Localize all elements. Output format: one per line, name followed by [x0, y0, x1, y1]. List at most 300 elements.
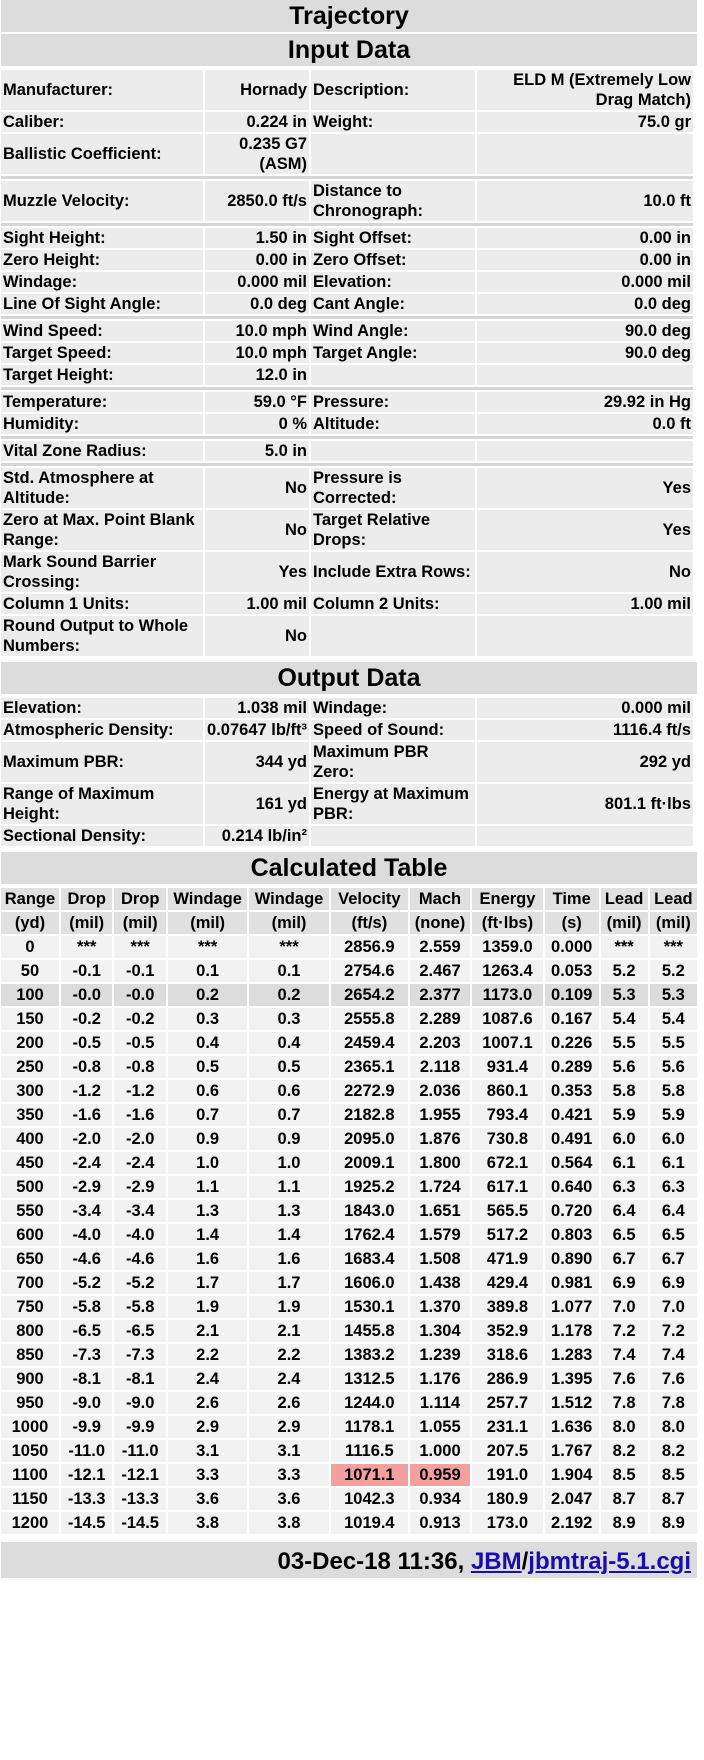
table-cell: 1843.0 — [331, 1200, 408, 1222]
table-cell: 0.109 — [545, 984, 599, 1006]
table-cell: 0.353 — [545, 1080, 599, 1102]
table-cell: 8.2 — [601, 1440, 648, 1462]
table-cell: 7.8 — [650, 1392, 697, 1414]
table-row — [1, 1488, 697, 1510]
table-cell: 1263.4 — [472, 960, 543, 982]
column-header: Windage — [168, 888, 247, 910]
table-row — [1, 1392, 697, 1414]
column-header: Time — [545, 888, 599, 910]
field-label: Wind Speed: — [1, 321, 203, 341]
table-cell: 1312.5 — [331, 1368, 408, 1390]
table-cell: 0.053 — [545, 960, 599, 982]
table-cell: -12.1 — [114, 1464, 166, 1486]
field-label: Zero Height: — [1, 250, 203, 270]
table-cell: -0.1 — [114, 960, 166, 982]
table-cell: 300 — [1, 1080, 59, 1102]
field-label: Range of Maximum Height: — [1, 784, 203, 824]
table-cell: 0.000 — [545, 936, 599, 958]
table-cell: 173.0 — [472, 1512, 543, 1534]
table-cell: 6.5 — [650, 1224, 697, 1246]
table-row — [1, 1008, 697, 1030]
table-cell: 2.467 — [410, 960, 470, 982]
field-label — [311, 441, 475, 461]
table-cell: 0.890 — [545, 1248, 599, 1270]
table-cell: 1.4 — [249, 1224, 328, 1246]
table-cell: -6.5 — [61, 1320, 113, 1342]
table-cell: 1178.1 — [331, 1416, 408, 1438]
table-cell: 400 — [1, 1128, 59, 1150]
field-label: Vital Zone Radius: — [1, 441, 203, 461]
table-cell: 5.2 — [601, 960, 648, 982]
table-cell: 1.579 — [410, 1224, 470, 1246]
table-cell: 2459.4 — [331, 1032, 408, 1054]
table-cell: 1455.8 — [331, 1320, 408, 1342]
table-row — [1, 1224, 697, 1246]
input-row — [1, 392, 693, 412]
input-row — [1, 698, 693, 718]
table-cell: 1.0 — [168, 1152, 247, 1174]
table-cell: 2555.8 — [331, 1008, 408, 1030]
table-cell: 1.395 — [545, 1368, 599, 1390]
table-cell: 2.192 — [545, 1512, 599, 1534]
column-header: Lead — [601, 888, 648, 910]
table-cell: 0.7 — [168, 1104, 247, 1126]
table-cell: 0.9 — [168, 1128, 247, 1150]
group-separator — [1, 223, 693, 226]
table-cell: 1042.3 — [331, 1488, 408, 1510]
table-cell: -3.4 — [61, 1200, 113, 1222]
table-cell: 2654.2 — [331, 984, 408, 1006]
table-row — [1, 1464, 697, 1486]
field-label: Zero at Max. Point Blank Range: — [1, 510, 203, 550]
field-value: 0.0 ft — [477, 414, 693, 434]
table-cell: -0.0 — [114, 984, 166, 1006]
field-label — [311, 365, 475, 385]
table-cell: 2.2 — [249, 1344, 328, 1366]
input-row — [1, 552, 693, 592]
table-cell: 1.283 — [545, 1344, 599, 1366]
table-cell: 2.289 — [410, 1008, 470, 1030]
table-cell: -1.2 — [61, 1080, 113, 1102]
table-cell: 2095.0 — [331, 1128, 408, 1150]
field-label: Include Extra Rows: — [311, 552, 475, 592]
table-cell: -0.2 — [61, 1008, 113, 1030]
table-cell: 3.8 — [249, 1512, 328, 1534]
field-value — [477, 441, 693, 461]
table-cell: 8.7 — [650, 1488, 697, 1510]
table-cell: 3.6 — [249, 1488, 328, 1510]
table-cell: -13.3 — [61, 1488, 113, 1510]
group-separator — [1, 316, 693, 319]
table-cell: -0.0 — [61, 984, 113, 1006]
field-value: No — [477, 552, 693, 592]
field-value: 0.0 deg — [205, 294, 309, 314]
field-label: Description: — [311, 70, 475, 110]
table-cell: 191.0 — [472, 1464, 543, 1486]
jbm-link[interactable]: JBM — [470, 1548, 522, 1575]
field-label: Maximum PBR: — [1, 742, 203, 782]
input-row — [1, 272, 693, 292]
field-label — [311, 826, 475, 846]
table-cell: 1.077 — [545, 1296, 599, 1318]
field-value: 0.224 in — [205, 112, 309, 132]
field-label: Mark Sound Barrier Crossing: — [1, 552, 203, 592]
table-cell: 800 — [1, 1320, 59, 1342]
table-cell: 1050 — [1, 1440, 59, 1462]
field-label: Pressure is Corrected: — [311, 468, 475, 508]
table-cell: -7.3 — [114, 1344, 166, 1366]
column-unit: (mil) — [61, 912, 113, 934]
field-value: Yes — [205, 552, 309, 592]
table-cell: 0.564 — [545, 1152, 599, 1174]
table-cell: 286.9 — [472, 1368, 543, 1390]
field-value: 0.214 lb/in² — [205, 826, 309, 846]
table-cell: -0.8 — [114, 1056, 166, 1078]
input-row — [1, 414, 693, 434]
table-cell: 2365.1 — [331, 1056, 408, 1078]
table-cell: 450 — [1, 1152, 59, 1174]
table-cell: 6.9 — [650, 1272, 697, 1294]
table-cell: 0 — [1, 936, 59, 958]
table-cell: 1.955 — [410, 1104, 470, 1126]
input-row — [1, 441, 693, 461]
table-cell: 8.2 — [650, 1440, 697, 1462]
table-cell: 1.800 — [410, 1152, 470, 1174]
table-cell: 6.0 — [650, 1128, 697, 1150]
table-cell: 231.1 — [472, 1416, 543, 1438]
footer — [1, 1542, 697, 1578]
input-row — [1, 616, 693, 656]
table-cell: 2.6 — [249, 1392, 328, 1414]
table-cell: 1.114 — [410, 1392, 470, 1414]
field-value: 10.0 mph — [205, 343, 309, 363]
input-row — [1, 468, 693, 508]
jbmtraj-link[interactable]: jbmtraj-5.1.cgi — [528, 1548, 691, 1575]
table-cell: 2.036 — [410, 1080, 470, 1102]
table-cell: *** — [650, 936, 697, 958]
column-header: Range — [1, 888, 59, 910]
table-cell: -3.4 — [114, 1200, 166, 1222]
table-cell: 517.2 — [472, 1224, 543, 1246]
table-cell: 6.3 — [650, 1176, 697, 1198]
input-data-table — [0, 68, 695, 658]
table-cell: -4.6 — [61, 1248, 113, 1270]
table-cell: 429.4 — [472, 1272, 543, 1294]
table-cell: 0.2 — [168, 984, 247, 1006]
table-cell: 1.1 — [249, 1176, 328, 1198]
table-cell: -4.6 — [114, 1248, 166, 1270]
table-cell: 2.9 — [249, 1416, 328, 1438]
table-row — [1, 1128, 697, 1150]
field-label: Sight Offset: — [311, 228, 475, 248]
table-cell: 8.0 — [650, 1416, 697, 1438]
table-cell: 3.6 — [168, 1488, 247, 1510]
table-cell: 2.047 — [545, 1488, 599, 1510]
field-value: 2850.0 ft/s — [205, 181, 309, 221]
field-value: 29.92 in Hg — [477, 392, 693, 412]
field-value: 10.0 mph — [205, 321, 309, 341]
group-separator — [1, 436, 693, 439]
table-row — [1, 1368, 697, 1390]
table-cell: 471.9 — [472, 1248, 543, 1270]
table-cell: 50 — [1, 960, 59, 982]
field-value: 12.0 in — [205, 365, 309, 385]
table-row — [1, 1512, 697, 1534]
column-units — [1, 912, 697, 934]
table-cell: 2.4 — [168, 1368, 247, 1390]
field-label: Windage: — [311, 698, 475, 718]
separator-line — [1, 316, 693, 319]
table-cell: 5.4 — [601, 1008, 648, 1030]
column-header: Energy — [472, 888, 543, 910]
table-cell: 1.508 — [410, 1248, 470, 1270]
table-cell: 1.1 — [168, 1176, 247, 1198]
table-cell: -2.4 — [61, 1152, 113, 1174]
field-label: Manufacturer: — [1, 70, 203, 110]
table-cell: -2.9 — [114, 1176, 166, 1198]
table-cell: 0.981 — [545, 1272, 599, 1294]
separator-line — [1, 463, 693, 466]
field-label: Windage: — [1, 272, 203, 292]
input-row — [1, 720, 693, 740]
column-unit: (ft·lbs) — [472, 912, 543, 934]
field-value: 1.038 mil — [205, 698, 309, 718]
input-row — [1, 365, 693, 385]
table-cell: 565.5 — [472, 1200, 543, 1222]
table-cell: 1.0 — [249, 1152, 328, 1174]
table-cell: 1383.2 — [331, 1344, 408, 1366]
table-cell: 0.6 — [249, 1080, 328, 1102]
field-label: Target Speed: — [1, 343, 203, 363]
field-label: Target Angle: — [311, 343, 475, 363]
footer-separator: / — [521, 1548, 529, 1575]
table-cell: 2856.9 — [331, 936, 408, 958]
separator-line — [1, 223, 693, 226]
table-cell: -14.5 — [114, 1512, 166, 1534]
column-header: Windage — [249, 888, 328, 910]
table-cell: 650 — [1, 1248, 59, 1270]
column-header: Lead — [650, 888, 697, 910]
table-cell: 6.1 — [601, 1152, 648, 1174]
table-cell: 0.1 — [249, 960, 328, 982]
table-cell: 1.304 — [410, 1320, 470, 1342]
input-row — [1, 70, 693, 110]
column-unit: (mil) — [249, 912, 328, 934]
table-cell: 730.8 — [472, 1128, 543, 1150]
table-cell: 6.9 — [601, 1272, 648, 1294]
field-value: 292 yd — [477, 742, 693, 782]
column-unit: (mil) — [601, 912, 648, 934]
table-cell: -2.0 — [61, 1128, 113, 1150]
field-value: 90.0 deg — [477, 321, 693, 341]
table-cell: *** — [601, 936, 648, 958]
table-cell: 1.239 — [410, 1344, 470, 1366]
table-cell: 860.1 — [472, 1080, 543, 1102]
calculated-table — [0, 886, 699, 1536]
table-cell: 100 — [1, 984, 59, 1006]
field-label: Line Of Sight Angle: — [1, 294, 203, 314]
table-cell: 0.4 — [249, 1032, 328, 1054]
field-value: 0.00 in — [477, 228, 693, 248]
table-cell: 900 — [1, 1368, 59, 1390]
table-cell: 5.9 — [601, 1104, 648, 1126]
input-row — [1, 826, 693, 846]
column-unit: (yd) — [1, 912, 59, 934]
field-label: Altitude: — [311, 414, 475, 434]
column-header: Drop — [114, 888, 166, 910]
field-label: Speed of Sound: — [311, 720, 475, 740]
field-label: Round Output to Whole Numbers: — [1, 616, 203, 656]
table-cell: -4.0 — [114, 1224, 166, 1246]
table-cell: 3.8 — [168, 1512, 247, 1534]
column-unit: (ft/s) — [331, 912, 408, 934]
table-cell: 1.7 — [249, 1272, 328, 1294]
table-cell: -9.0 — [61, 1392, 113, 1414]
table-cell: 5.6 — [650, 1056, 697, 1078]
table-row — [1, 960, 697, 982]
table-cell: 180.9 — [472, 1488, 543, 1510]
table-cell: 1.767 — [545, 1440, 599, 1462]
table-row — [1, 984, 697, 1006]
table-cell: *** — [61, 936, 113, 958]
input-row — [1, 294, 693, 314]
table-cell: 2.377 — [410, 984, 470, 1006]
table-cell: -8.1 — [61, 1368, 113, 1390]
field-value: 1.00 mil — [205, 594, 309, 614]
field-value — [477, 826, 693, 846]
table-cell: 3.1 — [249, 1440, 328, 1462]
field-label: Elevation: — [311, 272, 475, 292]
table-row — [1, 1440, 697, 1462]
table-cell: 1.9 — [249, 1296, 328, 1318]
field-label: Zero Offset: — [311, 250, 475, 270]
table-cell: 7.0 — [650, 1296, 697, 1318]
table-cell: 0.491 — [545, 1128, 599, 1150]
table-cell: 7.2 — [650, 1320, 697, 1342]
table-cell: 1.370 — [410, 1296, 470, 1318]
table-cell: 6.1 — [650, 1152, 697, 1174]
footer-date: 03-Dec-18 11:36, — [277, 1548, 465, 1575]
table-cell: -13.3 — [114, 1488, 166, 1510]
table-cell: 6.7 — [650, 1248, 697, 1270]
table-cell: -2.0 — [114, 1128, 166, 1150]
table-cell: 6.3 — [601, 1176, 648, 1198]
field-value: 1.50 in — [205, 228, 309, 248]
table-cell: 1.7 — [168, 1272, 247, 1294]
page-title: Trajectory — [1, 0, 697, 32]
table-cell: 793.4 — [472, 1104, 543, 1126]
table-cell: 0.7 — [249, 1104, 328, 1126]
field-value: 0.0 deg — [477, 294, 693, 314]
table-cell: -7.3 — [61, 1344, 113, 1366]
table-row — [1, 1248, 697, 1270]
table-cell: 6.4 — [601, 1200, 648, 1222]
field-label: Sight Height: — [1, 228, 203, 248]
table-row — [1, 1176, 697, 1198]
field-value: 75.0 gr — [477, 112, 693, 132]
table-cell: 6.7 — [601, 1248, 648, 1270]
table-cell: 352.9 — [472, 1320, 543, 1342]
table-cell: 6.5 — [601, 1224, 648, 1246]
table-cell: 2182.8 — [331, 1104, 408, 1126]
table-cell: 1.6 — [168, 1248, 247, 1270]
table-cell: 1019.4 — [331, 1512, 408, 1534]
table-cell: 350 — [1, 1104, 59, 1126]
table-cell: 1.724 — [410, 1176, 470, 1198]
table-cell: 1.055 — [410, 1416, 470, 1438]
table-cell: 207.5 — [472, 1440, 543, 1462]
input-row — [1, 742, 693, 782]
table-cell: -0.8 — [61, 1056, 113, 1078]
table-cell: 7.4 — [650, 1344, 697, 1366]
field-label: Weight: — [311, 112, 475, 132]
table-cell: 500 — [1, 1176, 59, 1198]
field-value: 1.00 mil — [477, 594, 693, 614]
table-cell: 1.904 — [545, 1464, 599, 1486]
input-row — [1, 181, 693, 221]
table-cell: 257.7 — [472, 1392, 543, 1414]
column-unit: (none) — [410, 912, 470, 934]
table-cell: 0.934 — [410, 1488, 470, 1510]
table-cell: 7.2 — [601, 1320, 648, 1342]
input-row — [1, 134, 693, 174]
table-cell: 2.2 — [168, 1344, 247, 1366]
field-value: Yes — [477, 468, 693, 508]
table-cell: 950 — [1, 1392, 59, 1414]
field-value — [477, 134, 693, 174]
table-row — [1, 1344, 697, 1366]
field-value — [477, 365, 693, 385]
table-cell: 2.6 — [168, 1392, 247, 1414]
table-cell: 1.651 — [410, 1200, 470, 1222]
field-value: 0 % — [205, 414, 309, 434]
table-cell: -0.5 — [114, 1032, 166, 1054]
table-row — [1, 936, 697, 958]
table-cell: 1.3 — [249, 1200, 328, 1222]
table-row — [1, 1272, 697, 1294]
field-label: Atmospheric Density: — [1, 720, 203, 740]
field-label: Humidity: — [1, 414, 203, 434]
input-row — [1, 250, 693, 270]
table-cell: 250 — [1, 1056, 59, 1078]
table-cell: 600 — [1, 1224, 59, 1246]
table-cell: 7.4 — [601, 1344, 648, 1366]
table-cell: 1.000 — [410, 1440, 470, 1462]
table-cell: -0.1 — [61, 960, 113, 982]
field-value: 1116.4 ft/s — [477, 720, 693, 740]
table-cell: 2.9 — [168, 1416, 247, 1438]
field-value: 5.0 in — [205, 441, 309, 461]
table-cell: 1.178 — [545, 1320, 599, 1342]
table-cell: 0.5 — [168, 1056, 247, 1078]
column-header: Velocity — [331, 888, 408, 910]
field-value: 801.1 ft·lbs — [477, 784, 693, 824]
table-cell: -4.0 — [61, 1224, 113, 1246]
column-header: Mach — [410, 888, 470, 910]
table-cell: 1000 — [1, 1416, 59, 1438]
table-cell: 7.8 — [601, 1392, 648, 1414]
output-data-table — [0, 696, 695, 848]
table-cell: 2272.9 — [331, 1080, 408, 1102]
table-cell: -1.6 — [114, 1104, 166, 1126]
table-cell: 0.913 — [410, 1512, 470, 1534]
table-cell: 0.959 — [410, 1464, 470, 1486]
table-cell: 389.8 — [472, 1296, 543, 1318]
table-cell: -5.2 — [114, 1272, 166, 1294]
table-cell: 0.226 — [545, 1032, 599, 1054]
table-cell: 0.167 — [545, 1008, 599, 1030]
input-row — [1, 594, 693, 614]
